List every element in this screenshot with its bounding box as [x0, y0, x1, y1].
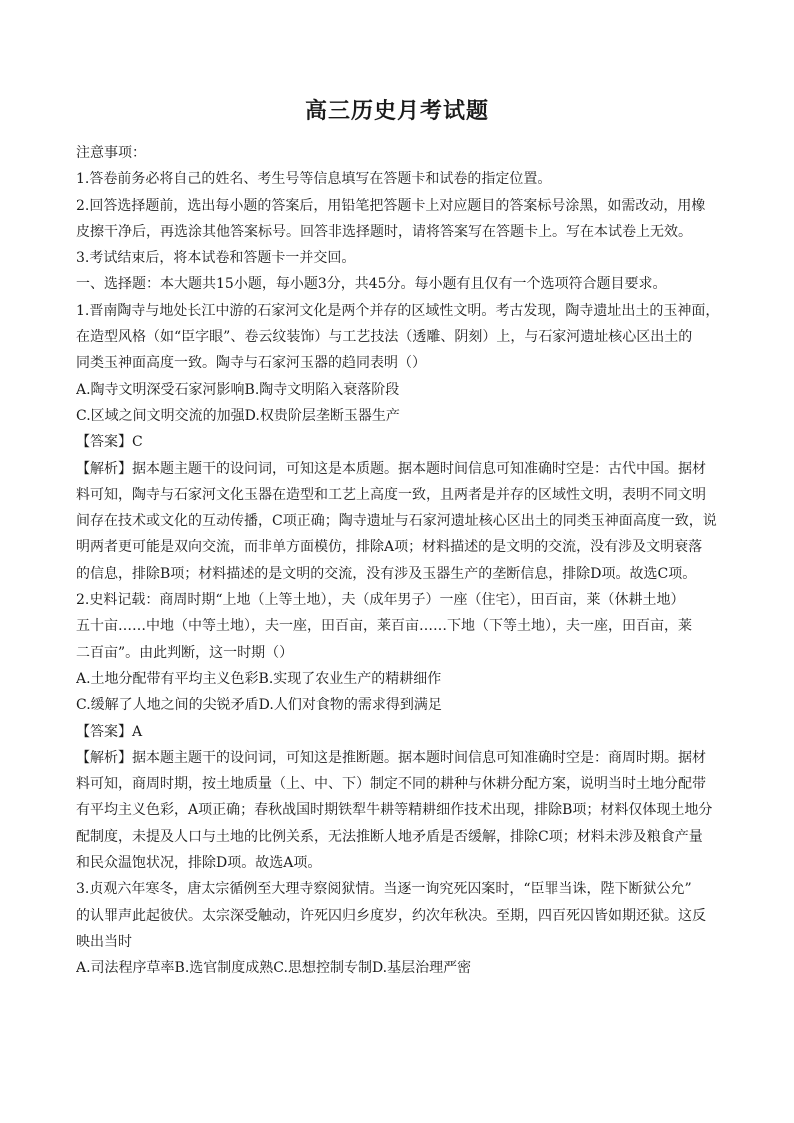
question-2-options: A.土地分配带有平均主义色彩B.实现了农业生产的精耕细作: [76, 670, 442, 687]
question-2-analysis: 和民众温饱状况，排除D项。故选A项。: [76, 855, 322, 872]
question-1-analysis: 间存在技术或文化的互动传播，C项正确；陶寺遗址与石家河遗址核心区出土的同类玉神面高度一致，说: [76, 513, 717, 530]
question-2-analysis: 【解析】据本题主题干的设问词，可知这是推断题。据本题时间信息可知准确时空是：商周时期。据材: [76, 749, 706, 766]
question-1-stem: 同类玉神面高度一致。陶寺与石家河玉器的趋同表明（）: [76, 355, 426, 372]
question-2-stem: 2.史料记载：商周时期“上地（上等土地），夫（成年男子）一座（住宅），田百亩，莱（休耕土地）: [76, 592, 685, 609]
question-3-options: A.司法程序草率B.选官制度成熟C.思想控制专制D.基层治理严密: [76, 960, 472, 977]
question-3-stem: 的认罪声此起彼伏。太宗深受触动，许死囚归乡度岁，约次年秋决。至期，四百死囚皆如期还狱。这反: [76, 907, 706, 924]
question-1-answer: 【答案】C: [76, 434, 143, 451]
question-1-options: A.陶寺文明深受石家河影响B.陶寺文明陷入衰落阶段: [76, 381, 400, 398]
notice-item-1: 1.答卷前务必将自己的姓名、考生号等信息填写在答题卡和试卷的指定位置。: [76, 171, 552, 188]
notice-item-3: 3.考试结束后，将本试卷和答题卡一并交回。: [76, 250, 356, 267]
question-1-analysis: 的信息，排除B项；材料描述的是文明的交流，没有涉及玉器生产的垄断信息，排除D项。故选C项。: [76, 565, 697, 582]
question-1-stem: 1.晋南陶寺与地处长江中游的石家河文化是两个并存的区域性文明。考古发现，陶寺遗址出土的玉神面，: [76, 302, 720, 319]
page-title: 高三历史月考试题: [304, 98, 489, 124]
section-heading: 一、选择题：本大题共15小题，每小题3分，共45分。每小题有且仅有一个选项符合题目要求。: [76, 276, 667, 293]
notice-heading: 注意事项：: [76, 145, 146, 161]
question-2-analysis: 配制度，未提及人口与土地的比例关系，无法推断人地矛盾是否缓解，排除C项；材料未涉及粮食产量: [76, 828, 703, 845]
question-2-stem: 五十亩……中地（中等土地），夫一座，田百亩，莱百亩……下地（下等土地），夫一座，田百亩，莱: [76, 618, 692, 635]
question-1-analysis: 料可知，陶寺与石家河文化玉器在造型和工艺上高度一致，且两者是并存的区域性文明，表明不同文明: [76, 486, 706, 503]
question-3-stem: 3.贞观六年寒冬，唐太宗循例至大理寺察阅狱情。当逐一询究死囚案时，“臣罪当诛，陛下断狱公允”: [76, 881, 692, 898]
notice-item-2: 2.回答选择题前，选出每小题的答案后，用铅笔把答题卡上对应题目的答案标号涂黑，如需改动，用橡: [76, 197, 706, 214]
notice-item-2-cont: 皮擦干净后，再选涂其他答案标号。回答非选择题时，请将答案写在答题卡上。写在本试卷上无效。: [76, 223, 692, 240]
question-1-analysis: 【解析】据本题主题干的设问词，可知这是本质题。据本题时间信息可知准确时空是：古代中国。据材: [76, 460, 706, 477]
question-3-stem: 映出当时: [76, 933, 132, 950]
document-body: [76, 140, 726, 982]
question-1-options: C.区域之间文明交流的加强D.权贵阶层垄断玉器生产: [76, 407, 400, 424]
question-2-analysis: 料可知，商周时期，按土地质量（上、中、下）制定不同的耕种与休耕分配方案，说明当时土地分配带: [76, 776, 706, 793]
question-2-analysis: 有平均主义色彩，A项正确；春秋战国时期铁犁牛耕等精耕细作技术出现，排除B项；材料仅体现土地分: [76, 802, 713, 819]
question-1-analysis: 明两者更可能是双向交流，而非单方面模仿，排除A项；材料描述的是文明的交流，没有涉及文明衰落: [76, 539, 703, 556]
question-2-answer: 【答案】A: [76, 723, 143, 740]
question-1-stem: 在造型风格（如“臣字眼”、卷云纹装饰）与工艺技法（透雕、阴刻）上，与石家河遗址核心区出土的: [76, 329, 693, 346]
question-2-stem: 二百亩”。由此判断，这一时期（）: [76, 644, 294, 661]
question-2-options: C.缓解了人地之间的尖锐矛盾D.人们对食物的需求得到满足: [76, 697, 442, 714]
